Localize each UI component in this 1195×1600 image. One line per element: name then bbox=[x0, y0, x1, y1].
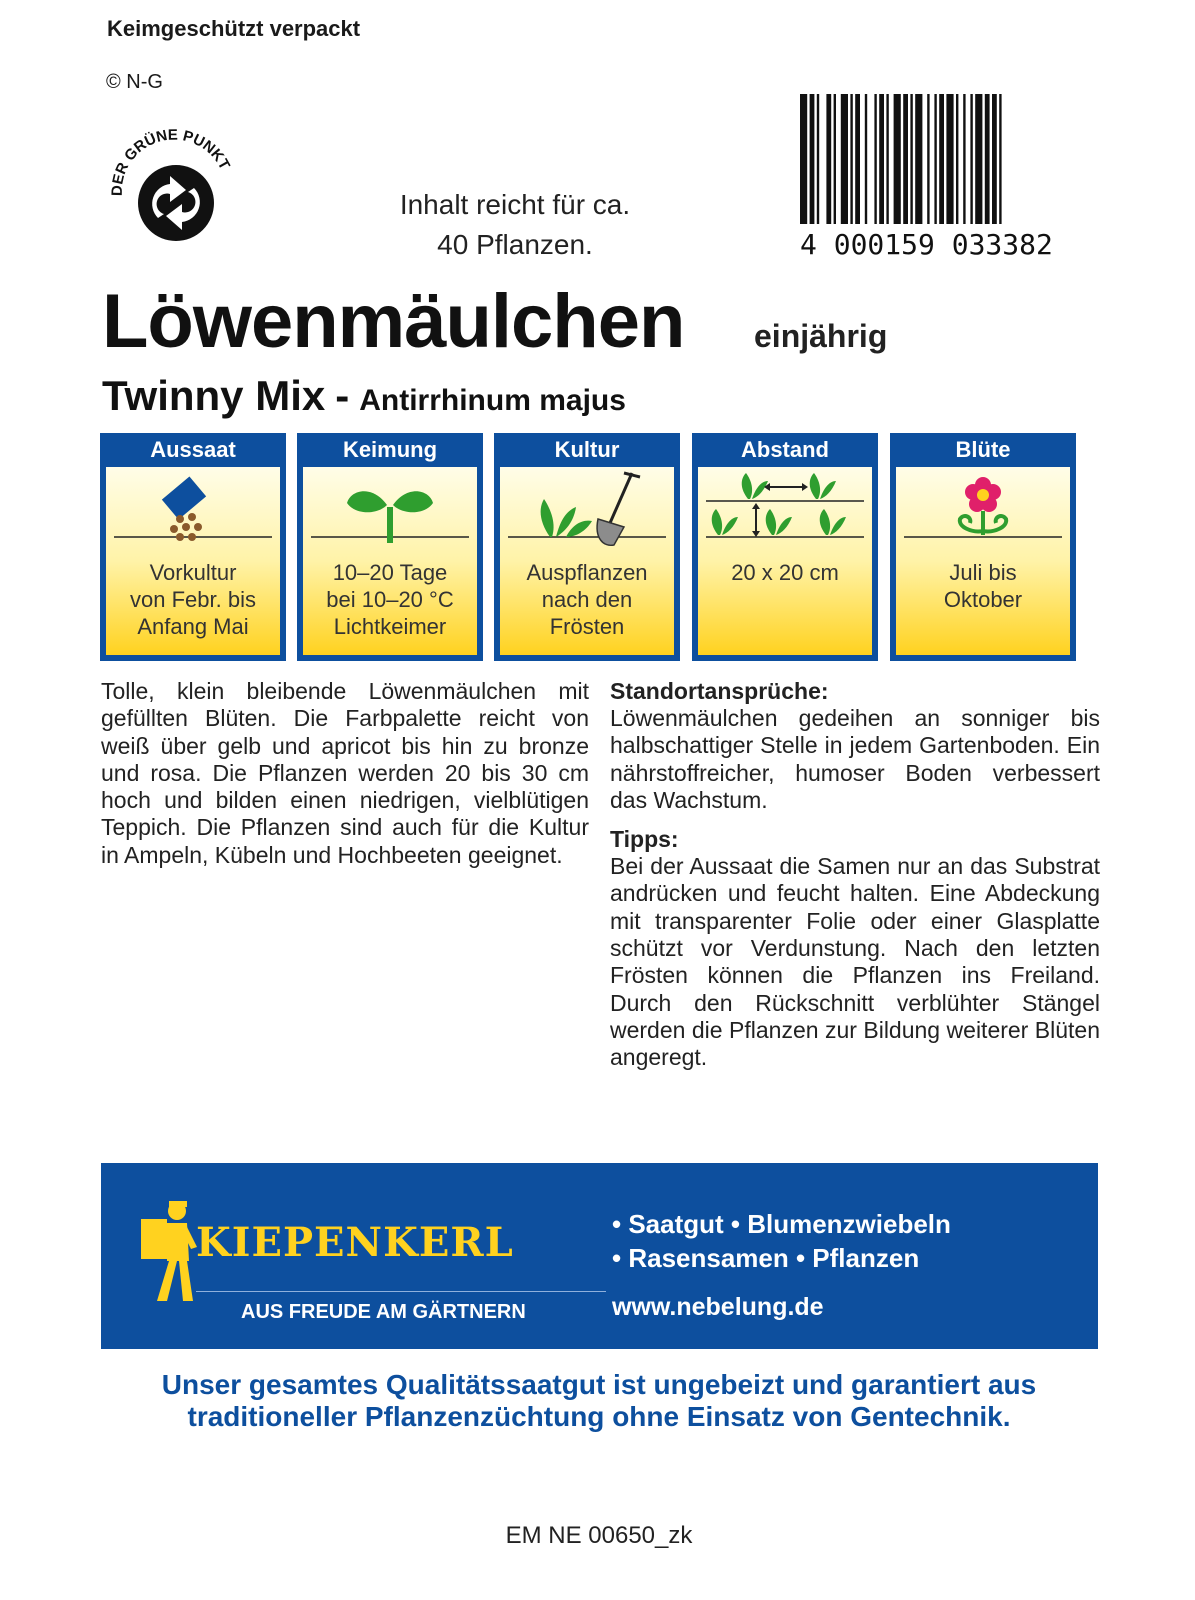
product-range: • Saatgut • Blumenzwiebeln • Rasensamen • Pflanzen bbox=[612, 1209, 951, 1273]
barcode-bar bbox=[903, 94, 908, 224]
content-note: Inhalt reicht für ca. 40 Pflanzen. bbox=[399, 189, 631, 260]
info-box-header: Keimung bbox=[342, 437, 438, 462]
barcode-bar bbox=[910, 94, 912, 224]
barcode-bar bbox=[850, 94, 852, 224]
website-link[interactable]: www.nebelung.de bbox=[612, 1293, 824, 1321]
barcode bbox=[800, 94, 1090, 260]
packaging-note: Keimgeschützt verpackt bbox=[107, 16, 361, 41]
annual-label: einjährig bbox=[754, 318, 888, 354]
barcode-bar bbox=[886, 94, 888, 224]
barcode-bar bbox=[927, 94, 929, 224]
barcode-bar bbox=[934, 94, 936, 224]
info-box-bluete: Blüte Juli bis Oktober bbox=[890, 433, 1076, 661]
barcode-bar bbox=[817, 94, 819, 224]
brand-slogan: AUS FREUDE AM GÄRTNERN bbox=[241, 1301, 526, 1323]
brand-banner bbox=[101, 1163, 1098, 1349]
barcode-bar bbox=[975, 94, 982, 224]
barcode-bar bbox=[970, 94, 972, 224]
info-box-header: Blüte bbox=[955, 437, 1011, 462]
info-column bbox=[610, 678, 1100, 1084]
brand-divider bbox=[196, 1291, 606, 1292]
barcode-bar bbox=[939, 94, 944, 224]
tips-heading: Tipps: bbox=[610, 826, 679, 853]
barcode-bar bbox=[874, 94, 876, 224]
svg-text:DER GRÜNE PUNKT: DER GRÜNE PUNKT bbox=[108, 126, 234, 197]
barcode-bar bbox=[963, 94, 965, 224]
info-box-header: Kultur bbox=[554, 437, 620, 462]
barcode-bar bbox=[810, 94, 815, 224]
spacing-icon bbox=[698, 467, 872, 557]
article-code: EM NE 00650_zk bbox=[505, 1522, 693, 1549]
seedling-icon bbox=[303, 467, 477, 557]
barcode-bar bbox=[834, 94, 836, 224]
brand-name: KIEPENKERL bbox=[196, 1219, 514, 1266]
barcode-bar bbox=[879, 94, 884, 224]
barcode-bar bbox=[800, 94, 807, 224]
info-box-kultur: Kultur Auspflanzen nach den Frösten bbox=[494, 433, 680, 661]
quality-statement: Unser gesamtes Qualitätssaatgut ist ungebeizt und garantiert aus traditioneller Pflanzenzüchtung ohne Einsatz von Gentechnik. bbox=[161, 1369, 1037, 1432]
description-column bbox=[101, 678, 589, 881]
tips-text: Bei der Aussaat die Samen nur an das Substrat andrücken und feucht halten. Eine Abdeckung mit transparenter Folie oder einer Glasplatte schützt vor Verdunstung. Nach den letzten Frösten können die Pflanzen ins Freiland. Durch den Rückschnitt verblühter Stängel werden die Pflanzen zur Bildung weiterer Blüten angeregt. bbox=[610, 853, 1100, 1071]
barcode-bar bbox=[915, 94, 922, 224]
barcode-bar bbox=[894, 94, 901, 224]
flower-icon bbox=[896, 467, 1070, 557]
location-text: Löwenmäulchen gedeihen an sonniger bis halbschattiger Stelle in jedem Gartenboden. Ein nährstoffreicher, humoser Boden verbessert das Wachstum. bbox=[610, 705, 1100, 813]
barcode-bar bbox=[999, 94, 1001, 224]
green-dot-logo bbox=[100, 118, 246, 264]
barcode-bar bbox=[841, 94, 848, 224]
barcode-bar bbox=[826, 94, 831, 224]
copyright: © N-G bbox=[106, 71, 163, 93]
barcode-bar bbox=[855, 94, 860, 224]
info-box-header: Aussaat bbox=[150, 437, 236, 462]
variety-line: Twinny Mix - Antirrhinum majus bbox=[102, 372, 626, 419]
kiepenkerl-figure-icon bbox=[133, 1197, 197, 1307]
spade-icon bbox=[500, 467, 674, 557]
info-boxes bbox=[100, 433, 1098, 663]
description-text: Tolle, klein bleibende Löwenmäulchen mit gefüllten Blüten. Die Farbpalette reicht von weiß über gelb und apricot bis hin zu bronze und rosa. Die Pflanzen werden 20 bis 30 cm hoch und bilden einen niedrigen, vielblütigen Teppich. Die Pflanzen sind auch für die Kultur in Ampeln, Kübeln und Hochbeeten geeignet. bbox=[101, 678, 589, 868]
latin-name: Antirrhinum majus bbox=[359, 384, 626, 417]
info-box-header: Abstand bbox=[741, 437, 829, 462]
variety-name: Twinny Mix bbox=[102, 372, 326, 419]
info-box-abstand: Abstand 20 x 20 cm bbox=[692, 433, 878, 661]
info-box-keimung: Keimung 10–20 Tage bei 10–20 °C Lichtkeimer bbox=[297, 433, 483, 661]
barcode-bar bbox=[946, 94, 953, 224]
barcode-bar bbox=[992, 94, 997, 224]
product-name: Löwenmäulchen bbox=[102, 279, 685, 364]
barcode-number: 4 000159 033382 bbox=[800, 228, 1053, 260]
barcode-bar bbox=[956, 94, 958, 224]
barcode-bar bbox=[865, 94, 867, 224]
sowing-icon bbox=[106, 467, 280, 557]
barcode-bar bbox=[985, 94, 990, 224]
info-box-aussaat: Aussaat Vorkultur von Febr. bis Anfang Mai bbox=[100, 433, 286, 661]
location-heading: Standortansprüche: bbox=[610, 678, 829, 704]
